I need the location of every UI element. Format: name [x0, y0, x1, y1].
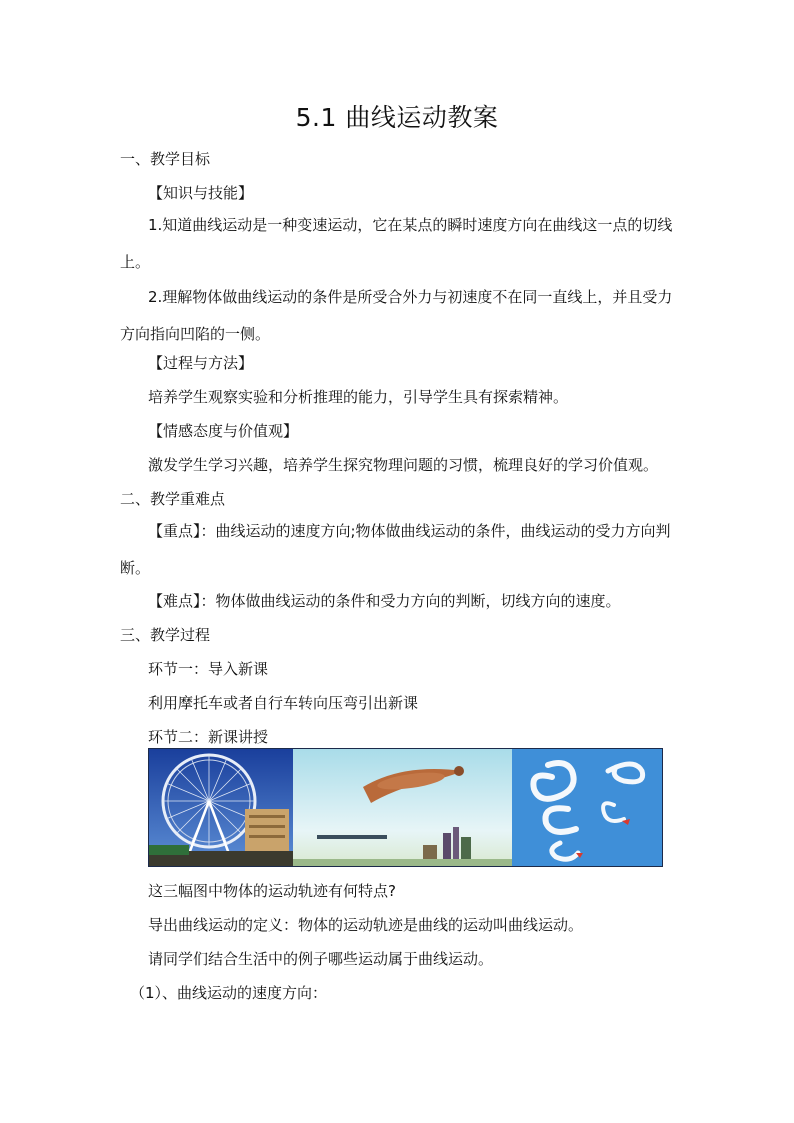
- question-text: 这三幅图中物体的运动轨迹有何特点?: [148, 882, 396, 900]
- section-heading-process: 三、教学过程: [120, 626, 211, 644]
- subsection-1-heading: （1）、曲线运动的速度方向：: [130, 984, 328, 1002]
- step-1-heading: 环节一：导入新课: [148, 660, 269, 678]
- emotion-heading: 【情感态度与价值观】: [148, 422, 299, 440]
- diver-image: [293, 749, 512, 866]
- process-text: 培养学生观察实验和分析推理的能力，引导学生具有探索精神。: [148, 388, 569, 406]
- stunt-planes-image: [512, 749, 662, 866]
- objective-point-2: 2.理解物体做曲线运动的条件是所受合外力与初速度不在同一直线上，并且受力方向指向凹陷的一侧。: [120, 288, 673, 343]
- step-1-text: 利用摩托车或者自行车转向压弯引出新课: [148, 694, 419, 712]
- emotion-text: 激发学生学习兴趣，培养学生探究物理问题的习惯，梳理良好的学习价值观。: [148, 456, 659, 474]
- knowledge-heading: 【知识与技能】: [148, 184, 254, 202]
- ferris-wheel-image: [149, 749, 293, 866]
- prompt-text: 请同学们结合生活中的例子哪些运动属于曲线运动。: [148, 950, 494, 968]
- key-point-text: 【重点】：曲线运动的速度方向;物体做曲线运动的条件，曲线运动的受力方向判断。: [120, 522, 671, 577]
- objective-point-1: 1.知道曲线运动是一种变速运动，它在某点的瞬时速度方向在曲线这一点的切线上。: [120, 216, 673, 271]
- curved-motion-figure: [148, 748, 663, 867]
- step-2-heading: 环节二：新课讲授: [148, 728, 269, 746]
- section-heading-objectives: 一、教学目标: [120, 150, 211, 168]
- process-heading: 【过程与方法】: [148, 354, 254, 372]
- document-title: 5.1 曲线运动教案: [295, 103, 499, 132]
- definition-text: 导出曲线运动的定义：物体的运动轨迹是曲线的运动叫曲线运动。: [148, 916, 584, 934]
- difficult-point-text: 【难点】：物体做曲线运动的条件和受力方向的判断，切线方向的速度。: [148, 592, 621, 610]
- section-heading-key-points: 二、教学重难点: [120, 490, 226, 508]
